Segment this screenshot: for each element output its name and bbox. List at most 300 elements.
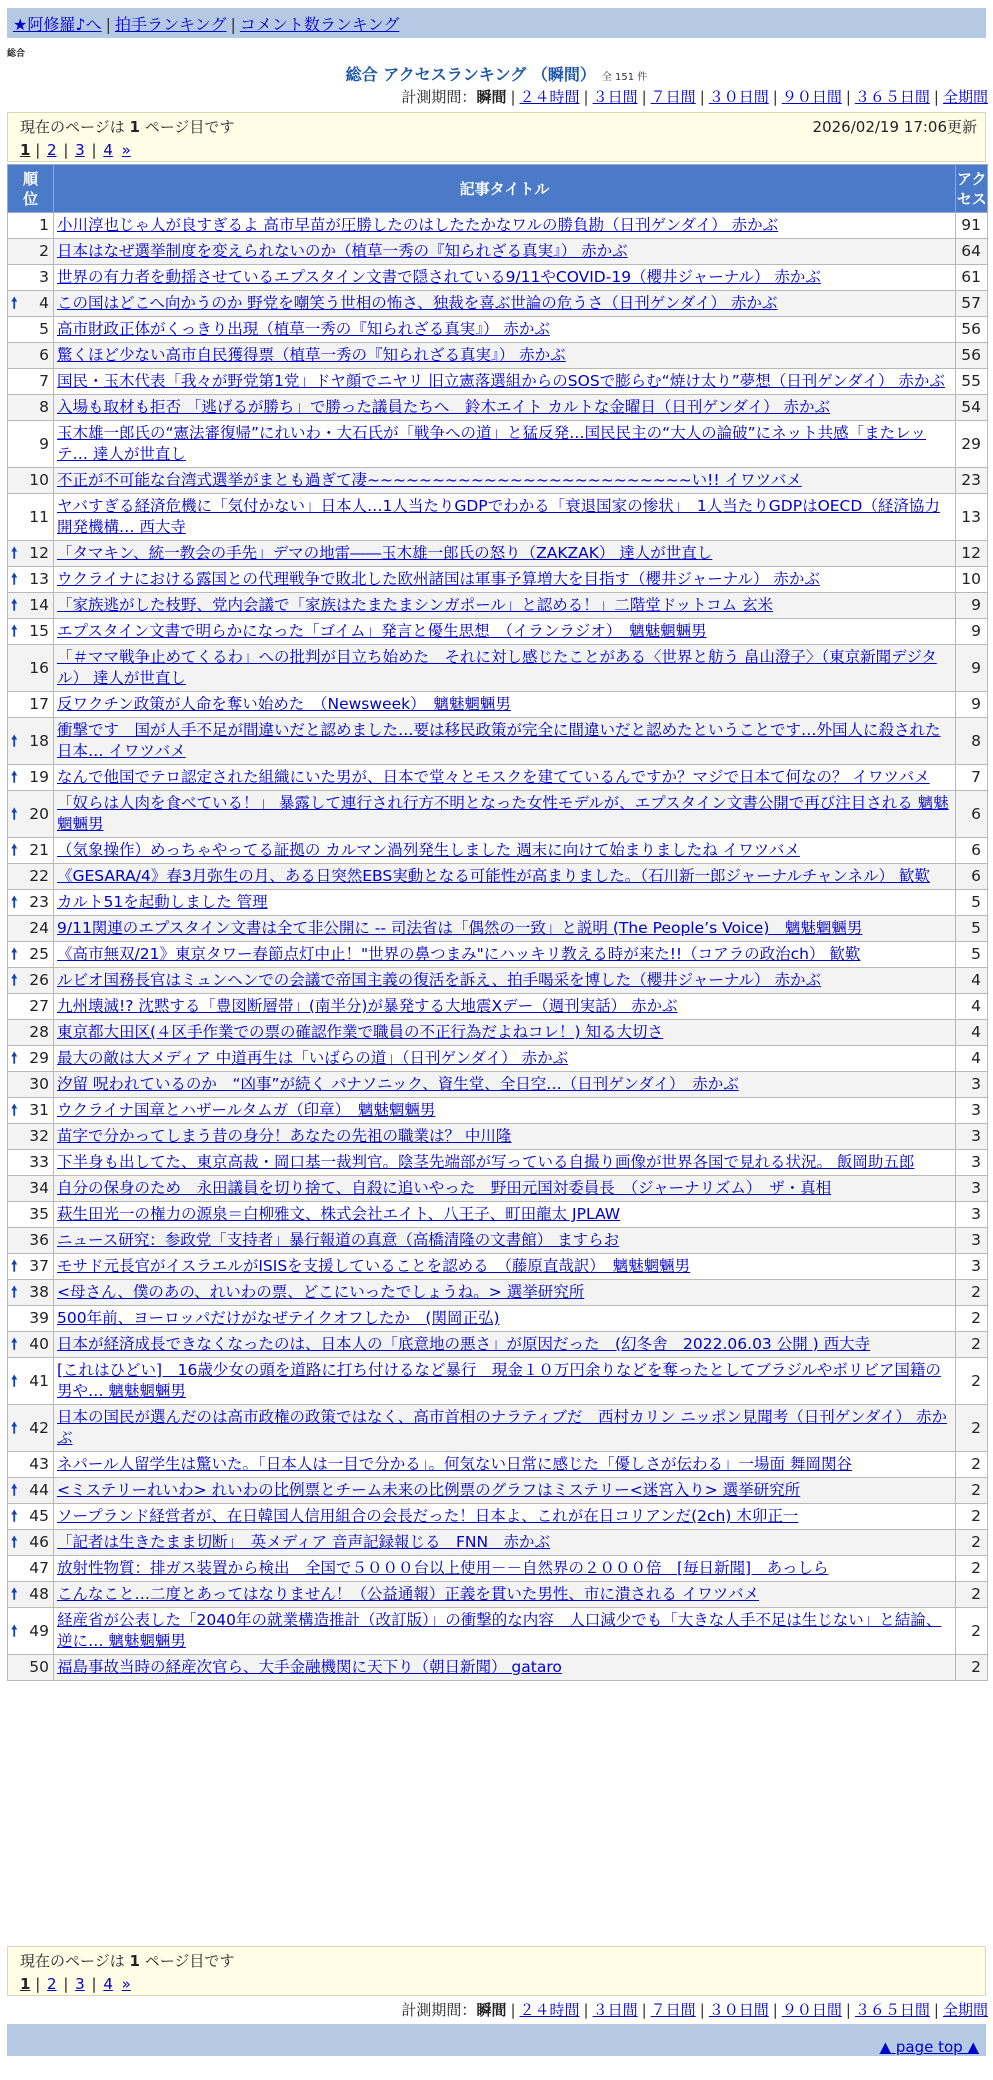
period-separator: | <box>845 88 851 106</box>
title-cell <box>54 1202 956 1228</box>
article-title-link[interactable]: 日本の国民が選んだのは高市政権の政策ではなく、高市首相のナラティブだ 西村カリン ニッポン見聞考（日刊ゲンダイ） 赤かぶ <box>57 1408 947 1447</box>
table-row <box>8 645 988 692</box>
nav-separator: | <box>230 15 236 34</box>
table-row <box>8 541 988 567</box>
page-status-suffix: ページ目です <box>144 1952 235 1970</box>
rank-number: 10 <box>29 471 49 489</box>
access-count: 5 <box>956 916 988 942</box>
title-cell <box>54 567 956 593</box>
site-home-link[interactable]: ★阿修羅♪へ <box>13 15 102 34</box>
article-title-link[interactable]: 世界の有力者を動揺させているエプスタイン文書で隠されている9/11やCOVID-19（櫻井ジャーナル） 赤かぶ <box>57 268 821 286</box>
access-count: 6 <box>956 838 988 864</box>
article-title-link[interactable]: 「奴らは人肉を食べている！」 暴露して連行され行方不明となった女性モデルが、エプスタイン文書公開で再び注目される 魑魅魍魎男 <box>57 794 949 833</box>
title-cell <box>54 645 956 692</box>
article-title-link[interactable]: 萩生田光一の権力の源泉＝白柳雅文、株式会社エイト、八王子、町田龍太 JPLAW <box>57 1205 621 1223</box>
access-count: 55 <box>956 369 988 395</box>
pagination-separator: | <box>58 141 74 159</box>
period-separator: | <box>772 2001 778 2019</box>
rank-up-arrow-icon: 🠕 <box>11 544 18 562</box>
rank-up-arrow-icon: 🠕 <box>11 971 18 989</box>
rank-number: 1 <box>39 216 49 234</box>
table-row <box>8 1124 988 1150</box>
article-title-link[interactable]: 日本はなぜ選挙制度を変えられないのか（植草一秀の『知られざる真実』） 赤かぶ <box>57 242 628 260</box>
article-title-link[interactable]: 「家族逃がした枝野、党内会議で「家族はたまたまシンガポール」と認める！」二階堂ドットコム 玄米 <box>57 596 773 614</box>
article-title-link[interactable]: 下半身も出してた、東京高裁・岡口基一裁判官。陰茎先端部が写っている自撮り画像が世界各国で見れる状況。 飯岡助五郎 <box>57 1153 915 1171</box>
rank-number: 19 <box>29 768 49 786</box>
rank-cell <box>8 1358 54 1405</box>
article-title-link[interactable]: （気象操作）めっちゃやってる証拠の カルマン渦列発生しました 週末に向けて始まりましたね イワツバメ <box>57 841 800 859</box>
article-title-link[interactable]: 衝撃です 国が人手不足が間違いだと認めました…要は移民政策が完全に間違いだと認めたということです…外国人に殺された日本… イワツバメ <box>57 721 941 760</box>
rank-number: 48 <box>29 1585 49 1603</box>
article-title-link[interactable]: ヤバすぎる経済危機に「気付かない」日本人…1人当たりGDPでわかる「衰退国家の惨状」 1人当たりGDPはOECD（経済協力開発機構… 西大寺 <box>57 497 940 536</box>
period-separator: | <box>583 88 589 106</box>
title-cell <box>54 864 956 890</box>
period-separator: | <box>641 2001 647 2019</box>
article-title-link[interactable]: 放射性物質：排ガス装置から検出 全国で５０００台以上使用－－自然界の２０００倍 [毎日新聞] あっしら <box>57 1559 829 1577</box>
title-cell <box>54 1358 956 1405</box>
pagination <box>20 1975 973 1993</box>
rank-up-arrow-icon: 🠕 <box>11 1101 18 1119</box>
table-row <box>8 1254 988 1280</box>
table-row <box>8 916 988 942</box>
pagination-separator: | <box>86 1975 102 1993</box>
rank-cell <box>8 1608 54 1655</box>
access-count: 12 <box>956 541 988 567</box>
period-option-link[interactable]: ３日間 <box>592 2001 638 2019</box>
rank-number: 3 <box>39 268 49 286</box>
title-cell <box>54 1254 956 1280</box>
page-status-current: 1 <box>129 1952 140 1970</box>
pager-top <box>7 112 986 162</box>
access-count: 2 <box>956 1332 988 1358</box>
period-separator: | <box>933 88 939 106</box>
rank-cell <box>8 1405 54 1452</box>
article-title-link[interactable]: エプスタイン文書で明らかになった「ゴイム」発言と優生思想 （イランラジオ） 魑魅魍魎男 <box>57 622 707 640</box>
rank-up-arrow-icon: 🠕 <box>11 893 18 911</box>
title-cell <box>54 1608 956 1655</box>
article-title-link[interactable]: 汐留 呪われているのか “凶事”が続く パナソニック、資生堂、全日空…（日刊ゲンダイ） 赤かぶ <box>57 1075 739 1093</box>
title-cell <box>54 1228 956 1254</box>
access-count: 23 <box>956 468 988 494</box>
access-count: 2 <box>956 1358 988 1405</box>
access-count: 3 <box>956 1124 988 1150</box>
access-count: 2 <box>956 1582 988 1608</box>
pagination-next-link[interactable]: » <box>121 1975 131 1993</box>
rank-cell <box>8 593 54 619</box>
ranking-table <box>7 164 988 1681</box>
article-title-link[interactable]: 「記者は生きたまま切断」 英メディア 音声記録報じる FNN 赤かぶ <box>57 1533 551 1551</box>
table-row <box>8 1020 988 1046</box>
ranking-title <box>0 62 993 85</box>
period-option-link[interactable]: ３０日間 <box>708 2001 769 2019</box>
pagination-current: 1 <box>20 1975 31 1993</box>
article-title-link[interactable]: 《GESARA/4》春3月弥生の月、ある日突然EBS実動となる可能性が高まりました。（石川新一郎ジャーナルチャンネル） 歓歎 <box>57 867 930 885</box>
period-selector-top <box>401 86 988 107</box>
article-title-link[interactable]: ネパール人留学生は驚いた。「日本人は一目で分かる」。何気ない日常に感じた「優しさが伝わる」一場面 舞岡関谷 <box>57 1455 852 1473</box>
access-count: 9 <box>956 692 988 718</box>
pagination-separator: | <box>30 141 46 159</box>
rank-up-arrow-icon: 🠕 <box>11 1481 18 1499</box>
period-option-link[interactable]: 全期間 <box>942 88 988 106</box>
pagination-separator <box>115 141 120 159</box>
title-cell <box>54 265 956 291</box>
article-title-link[interactable]: 経産省が公表した「2040年の就業構造推計（改訂版）」の衝撃的な内容 人口減少でも「大きな人手不足は生じない」と結論、逆に… 魑魅魍魎男 <box>57 1611 942 1650</box>
table-row <box>8 317 988 343</box>
period-option-link[interactable]: ９０日間 <box>781 88 842 106</box>
rank-number: 28 <box>29 1023 49 1041</box>
table-row <box>8 1306 988 1332</box>
access-count: 3 <box>956 1202 988 1228</box>
rank-up-arrow-icon: 🠕 <box>11 596 18 614</box>
access-count: 4 <box>956 994 988 1020</box>
article-title-link[interactable]: 「＃ママ戦争止めてくるわ」への批判が目立ち始めた それに対し感じたことがある〈世界と舫う 畠山澄子〉（東京新聞デジタル） 達人が世直し <box>57 648 937 687</box>
pagination-page-link[interactable]: 4 <box>103 141 113 159</box>
title-cell <box>54 994 956 1020</box>
article-title-link[interactable]: 反ワクチン政策が人命を奪い始めた （Newsweek） 魑魅魍魎男 <box>57 695 511 713</box>
rank-number: 33 <box>29 1153 49 1171</box>
period-option-link[interactable]: ７日間 <box>650 88 696 106</box>
title-cell <box>54 692 956 718</box>
pagination <box>20 141 973 159</box>
article-title-link[interactable]: こんなこと…二度とあってはなりません！（公益通報）正義を貫いた男性、市に潰される イワツバメ <box>57 1585 759 1603</box>
title-cell <box>54 1556 956 1582</box>
rank-up-arrow-icon: 🠕 <box>11 1585 18 1603</box>
access-count: 54 <box>956 395 988 421</box>
rank-cell <box>8 1530 54 1556</box>
period-current: 瞬間 <box>476 88 507 106</box>
rank-cell <box>8 1478 54 1504</box>
access-count: 2 <box>956 1280 988 1306</box>
rank-cell <box>8 291 54 317</box>
rank-number: 35 <box>29 1205 49 1223</box>
rank-number: 11 <box>29 507 49 526</box>
article-title-link[interactable]: ルビオ国務長官はミュンヘンでの会議で帝国主義の復活を訴え、拍手喝采を博した（櫻井ジャーナル） 赤かぶ <box>57 971 821 989</box>
article-title-link[interactable]: 驚くほど少ない高市自民獲得票（植草一秀の『知られざる真実』） 赤かぶ <box>57 346 566 364</box>
rank-cell <box>8 1582 54 1608</box>
access-count: 3 <box>956 1176 988 1202</box>
access-count: 29 <box>956 421 988 468</box>
rank-up-arrow-icon: 🠕 <box>11 768 18 786</box>
article-title-link[interactable]: 自分の保身のため 永田議員を切り捨て、自殺に追いやった 野田元国対委員長 （ジャーナリズム） ザ・真相 <box>57 1179 832 1197</box>
rank-cell <box>8 239 54 265</box>
access-count: 13 <box>956 494 988 541</box>
pagination-page-link[interactable]: 2 <box>47 1975 57 1993</box>
rank-cell <box>8 718 54 765</box>
title-cell <box>54 593 956 619</box>
title-cell <box>54 838 956 864</box>
rank-up-arrow-icon: 🠕 <box>11 1283 18 1301</box>
pagination-current: 1 <box>20 141 31 159</box>
table-row <box>8 1452 988 1478</box>
article-title-link[interactable]: 国民・玉木代表「我々が野党第1党」ドヤ顔でニヤリ 旧立憲落選組からのSOSで膨らむ“焼け太り”夢想（日刊ゲンダイ） 赤かぶ <box>57 372 945 390</box>
pagination-page-link[interactable]: 3 <box>75 1975 85 1993</box>
access-count: 57 <box>956 291 988 317</box>
table-row <box>8 1608 988 1655</box>
rank-up-arrow-icon: 🠕 <box>11 570 18 588</box>
access-count: 56 <box>956 343 988 369</box>
pagination-separator <box>115 1975 120 1993</box>
table-row <box>8 994 988 1020</box>
rank-cell <box>8 890 54 916</box>
article-title-link[interactable]: この国はどこへ向かうのか 野党を嘲笑う世相の怖さ、独裁を喜ぶ世論の危うさ（日刊ゲンダイ） 赤かぶ <box>57 294 778 312</box>
header-access-label: アクセス <box>956 169 987 208</box>
access-count: 8 <box>956 718 988 765</box>
rank-number: 26 <box>29 971 49 989</box>
rank-number: 42 <box>29 1418 49 1437</box>
rank-number: 38 <box>29 1283 49 1301</box>
rank-cell <box>8 1150 54 1176</box>
title-cell <box>54 1306 956 1332</box>
rank-cell <box>8 864 54 890</box>
period-separator: | <box>699 88 705 106</box>
table-row <box>8 265 988 291</box>
rank-number: 24 <box>29 919 49 937</box>
table-row <box>8 1582 988 1608</box>
access-count: 2 <box>956 1306 988 1332</box>
title-cell <box>54 291 956 317</box>
access-count: 3 <box>956 1072 988 1098</box>
pagination-next-link[interactable]: » <box>121 141 131 159</box>
title-cell <box>54 1020 956 1046</box>
rank-cell <box>8 1504 54 1530</box>
article-title-link[interactable]: <母さん、僕のあの、れいわの票、どこにいったでしょうね。> 選挙研究所 <box>57 1283 585 1301</box>
pagination-page-link[interactable]: 4 <box>103 1975 113 1993</box>
article-title-link[interactable]: 9/11関連のエプスタイン文書は全て非公開に -- 司法省は「偶然の一致」と説明 (The People’s Voice) 魑魅魍魎男 <box>57 919 863 937</box>
period-label: 計測期間： <box>401 88 477 106</box>
article-title-link[interactable]: ニュース研究：参政党「支持者」暴行報道の真意（高橋清隆の文書館） ますらお <box>57 1231 620 1249</box>
table-row <box>8 291 988 317</box>
table-row <box>8 1098 988 1124</box>
ranking-total-count: 全 151 件 <box>601 72 648 83</box>
period-option-link[interactable]: ３０日間 <box>708 88 769 106</box>
period-option-link[interactable]: ７日間 <box>650 2001 696 2019</box>
title-cell <box>54 317 956 343</box>
rank-up-arrow-icon: 🠕 <box>11 945 18 963</box>
rank-cell <box>8 1556 54 1582</box>
rank-number: 13 <box>29 570 49 588</box>
period-separator: | <box>641 88 647 106</box>
title-cell <box>54 395 956 421</box>
rank-cell <box>8 1280 54 1306</box>
title-cell <box>54 1655 956 1681</box>
rank-number: 4 <box>39 294 49 312</box>
rank-cell <box>8 994 54 1020</box>
page-status-current: 1 <box>129 118 140 136</box>
rank-number: 5 <box>39 320 49 338</box>
page-status <box>20 1950 973 1971</box>
access-count: 56 <box>956 317 988 343</box>
access-count: 2 <box>956 1608 988 1655</box>
table-row <box>8 1332 988 1358</box>
rank-up-arrow-icon: 🠕 <box>11 1257 18 1275</box>
category-label: 総合 <box>7 49 26 59</box>
article-title-link[interactable]: [これはひどい] 16歳少女の頭を道路に打ち付けるなど暴行 現金１０万円余りなどを奪ったとしてブラジルやボリビア国籍の男や… 魑魅魍魎男 <box>57 1361 941 1400</box>
table-row <box>8 421 988 468</box>
page-top-link[interactable]: ▲ page top ▲ <box>879 2038 979 2056</box>
period-separator: | <box>510 88 516 106</box>
period-current: 瞬間 <box>476 2001 507 2019</box>
period-option-link[interactable]: ３日間 <box>592 88 638 106</box>
rank-number: 16 <box>29 658 49 677</box>
article-title-link[interactable]: 《高市無双/21》東京タワー春節点灯中止！"世界の鼻つまみ"にハッキリ教える時が来た!!（コアラの政治ch） 歓歎 <box>57 945 861 963</box>
rank-up-arrow-icon: 🠕 <box>11 841 18 859</box>
table-row <box>8 718 988 765</box>
rank-number: 20 <box>29 804 49 823</box>
table-row <box>8 692 988 718</box>
access-count: 2 <box>956 1452 988 1478</box>
article-title-link[interactable]: 不正が不可能な台湾式選挙がまとも過ぎて凄~~~~~~~~~~~~~~~~~~~~~~~~~い!! イワツバメ <box>57 471 802 489</box>
rank-up-arrow-icon: 🠕 <box>11 1533 18 1551</box>
pager-bottom <box>7 1946 986 1996</box>
rank-cell <box>8 645 54 692</box>
article-title-link[interactable]: モサド元長官がイスラエルがISISを支援していることを認める （藤原直哉訳） 魑魅魍魎男 <box>57 1257 691 1275</box>
period-option-link[interactable]: 全期間 <box>942 2001 988 2019</box>
title-cell <box>54 1280 956 1306</box>
title-cell <box>54 1072 956 1098</box>
title-cell <box>54 718 956 765</box>
rank-cell <box>8 1124 54 1150</box>
article-title-link[interactable]: 「タマキン、統一教会の手先」デマの地雷――玉木雄一郎氏の怒り（ZAKZAK） 達人が世直し <box>57 544 713 562</box>
rank-number: 37 <box>29 1257 49 1275</box>
period-option-link[interactable]: ３６５日間 <box>854 88 930 106</box>
period-option-link[interactable]: ２４時間 <box>519 2001 580 2019</box>
access-count: 6 <box>956 864 988 890</box>
access-count: 61 <box>956 265 988 291</box>
rank-number: 9 <box>39 434 49 453</box>
nav-separator: | <box>105 15 111 34</box>
rank-number: 46 <box>29 1533 49 1551</box>
article-title-link[interactable]: 500年前、ヨーロッパだけがなぜテイクオフしたか (関岡正弘) <box>57 1309 500 1327</box>
table-row <box>8 1228 988 1254</box>
nav-link-applause-ranking[interactable]: 拍手ランキング <box>114 15 227 34</box>
access-count: 9 <box>956 645 988 692</box>
article-title-link[interactable]: 高市財政正体がくっきり出現（植草一秀の『知られざる真実』） 赤かぶ <box>57 320 550 338</box>
title-cell <box>54 765 956 791</box>
rank-cell <box>8 567 54 593</box>
period-label: 計測期間： <box>401 2001 477 2019</box>
period-option-link[interactable]: ９０日間 <box>781 2001 842 2019</box>
period-option-link[interactable]: ２４時間 <box>519 88 580 106</box>
rank-up-arrow-icon: 🠕 <box>11 622 18 640</box>
title-cell <box>54 619 956 645</box>
access-count: 5 <box>956 942 988 968</box>
table-row <box>8 213 988 239</box>
pagination-separator: | <box>30 1975 46 1993</box>
access-count: 3 <box>956 1228 988 1254</box>
table-row <box>8 864 988 890</box>
title-cell <box>54 1332 956 1358</box>
table-row <box>8 1405 988 1452</box>
rank-number: 40 <box>29 1335 49 1353</box>
pagination-page-link[interactable]: 3 <box>75 141 85 159</box>
rank-number: 17 <box>29 695 49 713</box>
article-title-link[interactable]: 入場も取材も拒否 「逃げるが勝ち」で勝った議員たちへ 鈴木エイト カルトな金曜日（日刊ゲンダイ） 赤かぶ <box>57 398 831 416</box>
rank-number: 21 <box>29 841 49 859</box>
rank-number: 44 <box>29 1481 49 1499</box>
rank-number: 25 <box>29 945 49 963</box>
article-title-link[interactable]: 玉木雄一郎氏の“憲法審復帰”にれいわ・大石氏が「戦争への道」と猛反発…国民民主の“大人の論破”にネット共感「またレッテ… 達人が世直し <box>57 424 926 463</box>
nav-link-comment-ranking[interactable]: コメント数ランキング <box>239 15 400 34</box>
rank-up-arrow-icon: 🠕 <box>11 1507 18 1525</box>
article-title-link[interactable]: 九州壊滅!? 沈黙する「豊図断層帯」(南半分)が暴発する大地震Xデー（週刊実話） 赤かぶ <box>57 997 678 1015</box>
rank-number: 6 <box>39 346 49 364</box>
rank-number: 7 <box>39 372 49 390</box>
article-title-link[interactable]: ウクライナにおける露国との代理戦争で敗北した欧州諸国は軍事予算増大を目指す（櫻井ジャーナル） 赤かぶ <box>57 570 820 588</box>
access-count: 9 <box>956 593 988 619</box>
access-count: 3 <box>956 1150 988 1176</box>
rank-cell <box>8 369 54 395</box>
title-cell <box>54 1124 956 1150</box>
page-status-prefix: 現在のページは <box>20 1952 125 1970</box>
article-title-link[interactable]: 小川淳也じゃ人が良すぎるよ 高市早苗が圧勝したのはしたたかなワルの勝負勘（日刊ゲンダイ） 赤かぶ <box>57 216 779 234</box>
period-separator: | <box>699 2001 705 2019</box>
access-count: 4 <box>956 968 988 994</box>
access-count: 9 <box>956 619 988 645</box>
article-title-link[interactable]: <ミステリーれいわ> れいわの比例票とチーム未来の比例票のグラフはミステリー<迷宮入り> 選挙研究所 <box>57 1481 801 1499</box>
article-title-link[interactable]: 東京都大田区(４区手作業での票の確認作業で職員の不正行為だよねコレ！) 知る大切さ <box>57 1023 664 1041</box>
access-count: 3 <box>956 1254 988 1280</box>
rank-cell <box>8 1228 54 1254</box>
title-cell <box>54 1150 956 1176</box>
rank-number: 15 <box>29 622 49 640</box>
rank-up-arrow-icon: 🠕 <box>11 294 18 312</box>
article-title-link[interactable]: なんで他国でテロ認定された組織にいた男が、日本で堂々とモスクを建てているんですか？マジで日本て何なの？ イワツバメ <box>57 768 930 786</box>
rank-cell <box>8 494 54 541</box>
access-count: 2 <box>956 1504 988 1530</box>
article-title-link[interactable]: 最大の敵は大メディア 中道再生は「いばらの道」（日刊ゲンダイ） 赤かぶ <box>57 1049 569 1067</box>
rank-cell <box>8 468 54 494</box>
table-row <box>8 1150 988 1176</box>
rank-number: 31 <box>29 1101 49 1119</box>
rank-cell <box>8 1452 54 1478</box>
rank-up-arrow-icon: 🠕 <box>11 1418 18 1437</box>
table-row <box>8 942 988 968</box>
rank-cell <box>8 765 54 791</box>
table-row <box>8 1046 988 1072</box>
pagination-page-link[interactable]: 2 <box>47 141 57 159</box>
bottom-bar <box>7 2024 986 2056</box>
table-row <box>8 1655 988 1681</box>
rank-number: 45 <box>29 1507 49 1525</box>
table-row <box>8 593 988 619</box>
table-row <box>8 1530 988 1556</box>
access-count: 6 <box>956 791 988 838</box>
title-cell <box>54 1405 956 1452</box>
title-cell <box>54 1046 956 1072</box>
article-title-link[interactable]: ソープランド経営者が、在日韓国人信用組合の会長だった！日本よ、これが在日コリアンだ(2ch) 木卯正一 <box>57 1507 799 1525</box>
pagination-separator: | <box>58 1975 74 1993</box>
title-cell <box>54 968 956 994</box>
period-separator: | <box>510 2001 516 2019</box>
access-count: 2 <box>956 1405 988 1452</box>
access-count: 10 <box>956 567 988 593</box>
period-option-link[interactable]: ３６５日間 <box>854 2001 930 2019</box>
table-row <box>8 619 988 645</box>
article-title-link[interactable]: カルト51を起動しました 管理 <box>57 893 268 911</box>
header-access <box>956 165 988 213</box>
access-count: 2 <box>956 1530 988 1556</box>
rank-cell <box>8 791 54 838</box>
article-title-link[interactable]: 福島事故当時の経産次官ら、大手金融機関に天下り（朝日新聞） gataro <box>57 1658 562 1676</box>
access-count: 2 <box>956 1478 988 1504</box>
header-title: 記事タイトル <box>54 165 956 213</box>
article-title-link[interactable]: 日本が経済成長できなくなったのは、日本人の「底意地の悪さ」が原因だった (幻冬舎 2022.06.03 公開 ) 西大寺 <box>57 1335 871 1353</box>
rank-number: 2 <box>39 242 49 260</box>
table-row <box>8 343 988 369</box>
article-title-link[interactable]: ウクライナ国章とハザールタムガ（印章） 魑魅魍魎男 <box>57 1101 436 1119</box>
rank-cell <box>8 1098 54 1124</box>
article-title-link[interactable]: 苗字で分かってしまう昔の身分！あなたの先祖の職業は？ 中川隆 <box>57 1127 512 1145</box>
